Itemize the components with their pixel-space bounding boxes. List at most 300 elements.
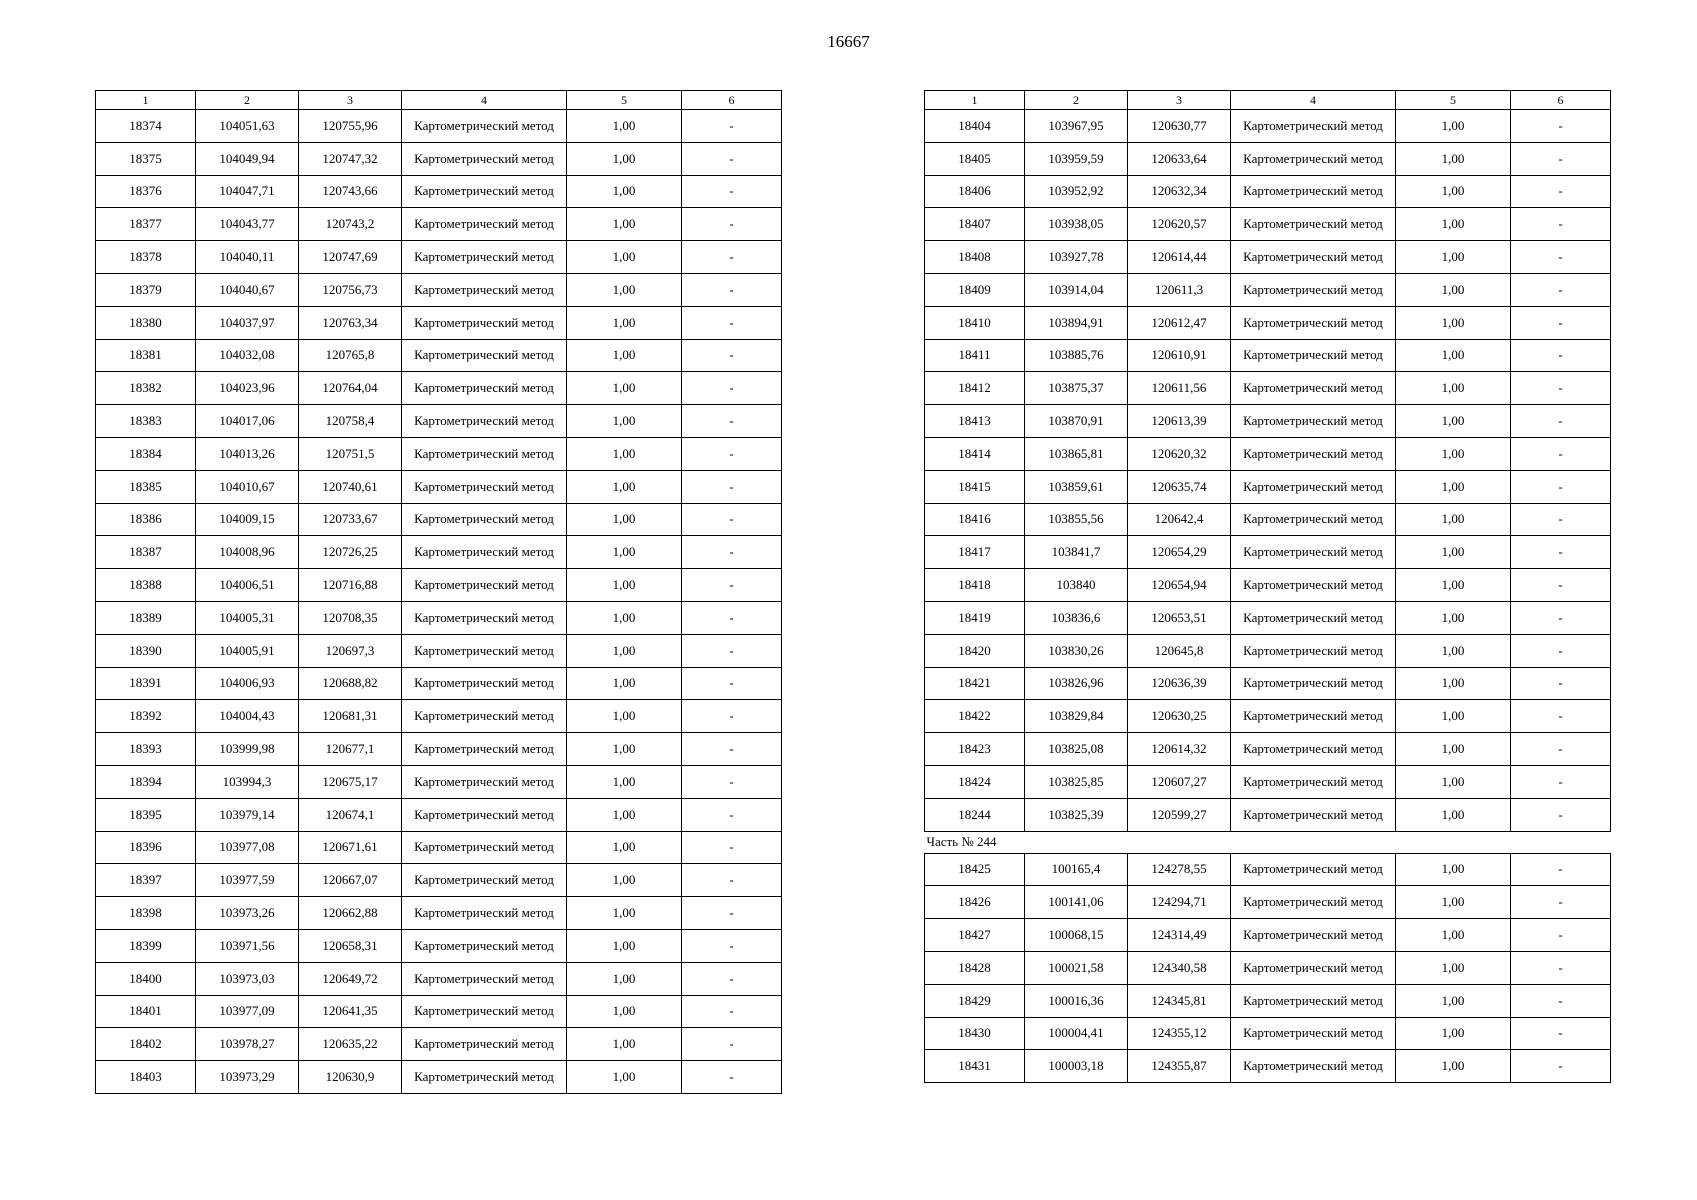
table-cell: - [682,339,782,372]
table-cell: - [682,470,782,503]
table-cell: 1,00 [567,897,682,930]
table-cell: - [1511,503,1611,536]
column-header: 6 [682,91,782,110]
table-cell: 18411 [925,339,1025,372]
table-cell: 18422 [925,700,1025,733]
table-cell: 18408 [925,241,1025,274]
table-cell: 1,00 [1396,405,1511,438]
table-cell: Картометрический метод [402,405,567,438]
table-cell: 104043,77 [196,208,299,241]
table-row [96,765,782,798]
table-row [925,634,1611,667]
table-cell: - [682,962,782,995]
table-cell: Картометрический метод [402,536,567,569]
table-cell: 18381 [96,339,196,372]
table-cell: 18414 [925,437,1025,470]
table-cell: 1,00 [567,831,682,864]
table-cell: 1,00 [567,601,682,634]
table-cell: 103840 [1025,569,1128,602]
table-cell: 1,00 [567,142,682,175]
table-cell: 1,00 [567,667,682,700]
table-cell: 1,00 [567,1061,682,1094]
table-cell: 1,00 [567,765,682,798]
table-cell: Картометрический метод [1231,306,1396,339]
table-cell: 120726,25 [299,536,402,569]
table-cell: 103959,59 [1025,142,1128,175]
table-cell: Картометрический метод [1231,886,1396,919]
table-cell: 103865,81 [1025,437,1128,470]
table-cell: Картометрический метод [402,601,567,634]
table-cell: 18389 [96,601,196,634]
table-cell: 120681,31 [299,700,402,733]
table-row [96,273,782,306]
table-cell: Картометрический метод [402,372,567,405]
table-cell: Картометрический метод [402,142,567,175]
table-cell: 124355,12 [1128,1017,1231,1050]
table-cell: 104008,96 [196,536,299,569]
table-cell: 103914,04 [1025,273,1128,306]
table-cell: 124345,81 [1128,984,1231,1017]
table-cell: 120630,77 [1128,110,1231,143]
table-cell: 18410 [925,306,1025,339]
table-cell: Картометрический метод [402,733,567,766]
table-cell: Картометрический метод [402,831,567,864]
table-cell: 1,00 [1396,601,1511,634]
table-cell: 104049,94 [196,142,299,175]
table-cell: Картометрический метод [1231,208,1396,241]
table-cell: - [682,1061,782,1094]
column-header: 4 [1231,91,1396,110]
table-cell: - [682,667,782,700]
table-cell: Картометрический метод [402,208,567,241]
table-cell: - [1511,306,1611,339]
table-cell: 103875,37 [1025,372,1128,405]
table-cell: - [682,864,782,897]
table-row [96,700,782,733]
table-cell: Картометрический метод [402,273,567,306]
table-row [925,886,1611,919]
table-row [925,110,1611,143]
table-cell: 1,00 [1396,470,1511,503]
table-cell: Картометрический метод [1231,601,1396,634]
table-row [925,1050,1611,1083]
table-cell: - [682,175,782,208]
table-cell: 1,00 [1396,339,1511,372]
table-cell: 18393 [96,733,196,766]
table-cell: 120642,4 [1128,503,1231,536]
table-cell: 18374 [96,110,196,143]
table-cell: 18405 [925,142,1025,175]
table-cell: 1,00 [567,798,682,831]
table-cell: 1,00 [1396,306,1511,339]
table-cell: Картометрический метод [1231,984,1396,1017]
table-cell: Картометрический метод [402,175,567,208]
table-cell: 120764,04 [299,372,402,405]
table-cell: - [682,700,782,733]
table-cell: 120747,32 [299,142,402,175]
table-cell: 104040,67 [196,273,299,306]
table-cell: Картометрический метод [402,241,567,274]
table-cell: Картометрический метод [1231,853,1396,886]
table-cell: - [682,110,782,143]
coordinates-table-left [95,90,782,1094]
table-cell: Картометрический метод [1231,733,1396,766]
table-cell: Картометрический метод [402,634,567,667]
table-row [925,569,1611,602]
table-cell: - [1511,569,1611,602]
table-row [96,831,782,864]
table-cell: 103825,39 [1025,798,1128,831]
table-cell: 103841,7 [1025,536,1128,569]
table-row [96,601,782,634]
table-cell: 18418 [925,569,1025,602]
table-cell: - [682,798,782,831]
table-cell: 18406 [925,175,1025,208]
table-cell: 103973,03 [196,962,299,995]
table-cell: 1,00 [1396,142,1511,175]
table-cell: 120612,47 [1128,306,1231,339]
table-row [925,536,1611,569]
table-cell: 1,00 [567,306,682,339]
table-cell: 103855,56 [1025,503,1128,536]
table-cell: 18384 [96,437,196,470]
table-cell: Картометрический метод [402,929,567,962]
table-cell: 18421 [925,667,1025,700]
table-cell: 124355,87 [1128,1050,1231,1083]
table-cell: 1,00 [1396,886,1511,919]
table-cell: - [1511,1017,1611,1050]
table-cell: 100021,58 [1025,951,1128,984]
table-cell: 1,00 [567,733,682,766]
table-cell: 120677,1 [299,733,402,766]
table-row [925,919,1611,952]
table-cell: - [682,733,782,766]
table-row [96,667,782,700]
table-cell: - [682,372,782,405]
table-cell: 18404 [925,110,1025,143]
table-cell: - [1511,853,1611,886]
table-row [96,798,782,831]
table-cell: - [682,634,782,667]
table-cell: 1,00 [1396,765,1511,798]
table-cell: 120658,31 [299,929,402,962]
table-cell: 104005,31 [196,601,299,634]
table-cell: 1,00 [1396,1017,1511,1050]
coordinates-table-right [924,90,1611,1083]
table-cell: 18388 [96,569,196,602]
table-cell: 1,00 [1396,667,1511,700]
table-cell: - [1511,110,1611,143]
table-cell: 18431 [925,1050,1025,1083]
table-cell: Картометрический метод [1231,798,1396,831]
table-cell: Картометрический метод [402,700,567,733]
table-cell: - [1511,273,1611,306]
table-cell: Картометрический метод [1231,569,1396,602]
table-cell: 18425 [925,853,1025,886]
table-cell: 104004,43 [196,700,299,733]
table-cell: 1,00 [1396,700,1511,733]
table-cell: 1,00 [1396,273,1511,306]
table-cell: Картометрический метод [402,798,567,831]
table-cell: 18378 [96,241,196,274]
table-row [96,733,782,766]
table-cell: Картометрический метод [1231,765,1396,798]
table-cell: 18424 [925,765,1025,798]
table-cell: 18390 [96,634,196,667]
table-cell: 120599,27 [1128,798,1231,831]
table-cell: Картометрический метод [402,339,567,372]
table-row [96,241,782,274]
table-cell: 18399 [96,929,196,962]
table-cell: - [1511,241,1611,274]
table-cell: Картометрический метод [1231,919,1396,952]
table-cell: 120610,91 [1128,339,1231,372]
table-row [925,798,1611,831]
table-cell: 1,00 [1396,951,1511,984]
table-cell: - [682,273,782,306]
page-number: 16667 [827,32,870,51]
column-header: 6 [1511,91,1611,110]
table-cell: Картометрический метод [402,306,567,339]
table-cell: 1,00 [567,536,682,569]
table-cell: - [682,569,782,602]
table-cell: - [1511,470,1611,503]
table-cell: 103870,91 [1025,405,1128,438]
table-cell: 100016,36 [1025,984,1128,1017]
table-row [96,962,782,995]
table-cell: Картометрический метод [1231,110,1396,143]
table-cell: 120667,07 [299,864,402,897]
section-label: Часть № 244 [925,831,1611,853]
column-header: 5 [567,91,682,110]
table-cell: - [682,765,782,798]
table-row [96,437,782,470]
table-cell: 120630,9 [299,1061,402,1094]
table-cell: 104017,06 [196,405,299,438]
table-cell: 120649,72 [299,962,402,995]
table-cell: 120751,5 [299,437,402,470]
table-cell: 100165,4 [1025,853,1128,886]
table-cell: 103979,14 [196,798,299,831]
table-cell: Картометрический метод [402,110,567,143]
table-cell: 103978,27 [196,1028,299,1061]
table-row [96,405,782,438]
table-cell: 103994,3 [196,765,299,798]
table-cell: 103952,92 [1025,175,1128,208]
table-row [925,951,1611,984]
table-cell: 18413 [925,405,1025,438]
table-cell: 124314,49 [1128,919,1231,952]
table-header-row [925,91,1611,110]
table-cell: 1,00 [567,437,682,470]
table-cell: Картометрический метод [1231,470,1396,503]
table-cell: 1,00 [567,405,682,438]
table-cell: 120740,61 [299,470,402,503]
table-header-row [96,91,782,110]
table-cell: 18380 [96,306,196,339]
table-cell: Картометрический метод [1231,241,1396,274]
section-body [925,831,1611,853]
table-cell: 120614,32 [1128,733,1231,766]
table-cell: 100003,18 [1025,1050,1128,1083]
table-row [925,765,1611,798]
table-cell: - [682,897,782,930]
table-cell: Картометрический метод [402,470,567,503]
table-cell: 18415 [925,470,1025,503]
table-row [925,208,1611,241]
table-cell: 1,00 [567,700,682,733]
table-row [96,306,782,339]
table-cell: 18392 [96,700,196,733]
table-row [925,667,1611,700]
table-row [925,306,1611,339]
table-row [925,273,1611,306]
table-cell: Картометрический метод [402,437,567,470]
table-cell: - [682,1028,782,1061]
table-cell: 120632,34 [1128,175,1231,208]
table-cell: 1,00 [567,470,682,503]
table-cell: Картометрический метод [402,503,567,536]
table-cell: 1,00 [1396,984,1511,1017]
table-row [925,1017,1611,1050]
table-cell: - [1511,886,1611,919]
table-cell: - [1511,951,1611,984]
table-cell: 100004,41 [1025,1017,1128,1050]
table-cell: 103967,95 [1025,110,1128,143]
table-row [925,437,1611,470]
table-cell: 103973,29 [196,1061,299,1094]
table-cell: 104010,67 [196,470,299,503]
table-cell: Картометрический метод [402,569,567,602]
column-header: 3 [1128,91,1231,110]
table-cell: - [1511,142,1611,175]
table-cell: - [1511,667,1611,700]
table-cell: 120620,32 [1128,437,1231,470]
table-cell: 18385 [96,470,196,503]
table-cell: 120611,3 [1128,273,1231,306]
table-cell: 1,00 [567,372,682,405]
table-cell: 120763,34 [299,306,402,339]
table-cell: 103826,96 [1025,667,1128,700]
table-row [925,853,1611,886]
table-cell: 18396 [96,831,196,864]
table-cell: 18420 [925,634,1025,667]
table-cell: 18387 [96,536,196,569]
table-cell: Картометрический метод [402,995,567,1028]
table-cell: Картометрический метод [1231,634,1396,667]
table-cell: 1,00 [1396,208,1511,241]
table-cell: 1,00 [1396,853,1511,886]
table-cell: 103859,61 [1025,470,1128,503]
table-cell: 18401 [96,995,196,1028]
table-cell: Картометрический метод [1231,951,1396,984]
table-cell: 103999,98 [196,733,299,766]
table-cell: 18379 [96,273,196,306]
table-cell: - [1511,919,1611,952]
table-cell: 120611,56 [1128,372,1231,405]
table-cell: 1,00 [567,273,682,306]
table-cell: 120633,64 [1128,142,1231,175]
table-cell: 18407 [925,208,1025,241]
table-cell: 1,00 [567,339,682,372]
table-cell: - [1511,765,1611,798]
column-header: 4 [402,91,567,110]
table-cell: 18394 [96,765,196,798]
table-cell: - [1511,1050,1611,1083]
table-row [96,634,782,667]
table-row [925,470,1611,503]
table-cell: Картометрический метод [1231,503,1396,536]
table-cell: 18397 [96,864,196,897]
table-cell: 18428 [925,951,1025,984]
table-body [96,110,782,1094]
table-row [925,175,1611,208]
table-cell: 18244 [925,798,1025,831]
table-cell: 120635,22 [299,1028,402,1061]
table-cell: 124340,58 [1128,951,1231,984]
table-cell: 18426 [925,886,1025,919]
table-cell: 120653,51 [1128,601,1231,634]
table-cell: - [682,142,782,175]
table-cell: - [1511,984,1611,1017]
table-row [925,372,1611,405]
table-cell: - [1511,437,1611,470]
table-cell: - [682,405,782,438]
table-cell: 1,00 [567,208,682,241]
table-cell: 104005,91 [196,634,299,667]
table-cell: 103836,6 [1025,601,1128,634]
table-cell: 120716,88 [299,569,402,602]
table-cell: 18417 [925,536,1025,569]
table-cell: 103938,05 [1025,208,1128,241]
table-cell: 120635,74 [1128,470,1231,503]
table-row [96,897,782,930]
table-cell: 120654,29 [1128,536,1231,569]
table-cell: Картометрический метод [402,765,567,798]
table-row [96,142,782,175]
table-cell: 1,00 [567,503,682,536]
table-row [925,700,1611,733]
table-cell: 18416 [925,503,1025,536]
table-row [925,142,1611,175]
table-cell: 120688,82 [299,667,402,700]
table-cell: 18391 [96,667,196,700]
table-cell: Картометрический метод [402,1061,567,1094]
table-row [96,569,782,602]
table-cell: 103973,26 [196,897,299,930]
table-cell: 18382 [96,372,196,405]
table-cell: Картометрический метод [1231,273,1396,306]
table-cell: 120613,39 [1128,405,1231,438]
table-cell: 18400 [96,962,196,995]
table-cell: 103977,08 [196,831,299,864]
table-cell: - [1511,634,1611,667]
table-cell: 103977,09 [196,995,299,1028]
table-cell: Картометрический метод [402,667,567,700]
table-cell: 1,00 [1396,241,1511,274]
table-cell: - [1511,175,1611,208]
table-cell: 18427 [925,919,1025,952]
table-cell: 1,00 [567,995,682,1028]
table-cell: - [1511,536,1611,569]
table-cell: - [682,995,782,1028]
table-cell: 103927,78 [1025,241,1128,274]
table-body [925,853,1611,1083]
column-header: 2 [196,91,299,110]
table-cell: - [1511,700,1611,733]
table-cell: 100068,15 [1025,919,1128,952]
table-cell: 120708,35 [299,601,402,634]
